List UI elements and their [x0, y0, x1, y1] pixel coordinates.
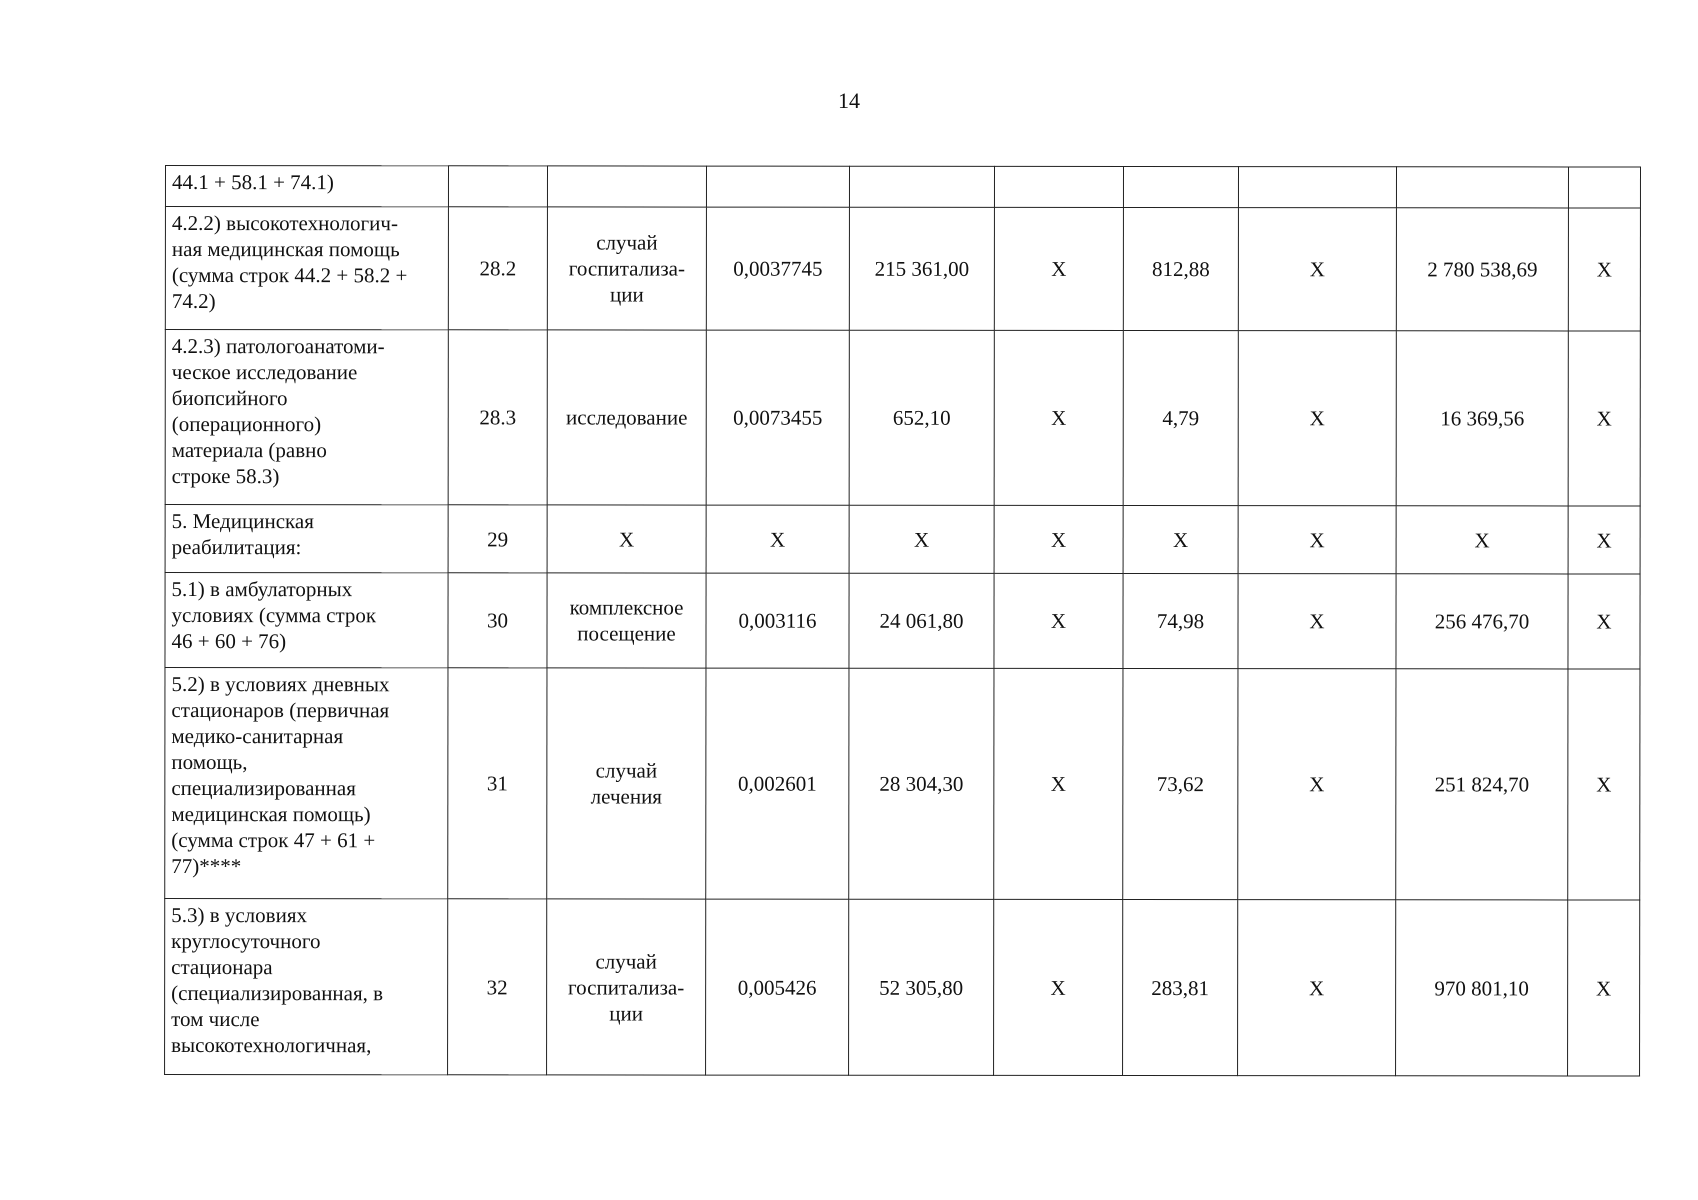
row-c8-cell — [1396, 167, 1568, 208]
row-name-cell — [165, 573, 448, 668]
row-c8-cell: 2 780 538,69 — [1396, 208, 1568, 331]
row-name-line: условиях (сумма строк — [171, 603, 377, 628]
row-name-line: реабилитация: — [171, 535, 302, 560]
row-name-line: медицинская помощь) — [171, 802, 371, 827]
row-name-line: биопсийного — [171, 386, 288, 411]
table-row — [165, 166, 1640, 209]
row-c8-cell: 16 369,56 — [1396, 331, 1568, 506]
row-c3-cell: 0,005426 — [706, 899, 849, 1075]
table-row — [165, 207, 1640, 332]
row-name-line: (специализированная, в — [171, 981, 384, 1006]
row-c3-cell: 0,0037745 — [706, 207, 849, 330]
row-unit-cell — [547, 505, 706, 573]
row-name-cell — [165, 505, 448, 573]
table-row — [165, 899, 1640, 1077]
row-code-cell: 28.3 — [448, 330, 547, 505]
row-name-cell — [165, 330, 448, 505]
row-c4-cell: X — [849, 505, 994, 573]
row-unit-text — [553, 757, 699, 809]
row-c6-cell: 283,81 — [1123, 900, 1238, 1076]
row-name-line: 77)**** — [171, 854, 242, 879]
row-c9-cell: X — [1568, 506, 1640, 574]
row-c5-cell: X — [994, 207, 1123, 330]
row-c9-cell: X — [1568, 574, 1640, 669]
row-unit-line: лечения — [590, 784, 662, 809]
row-name-line: том числе — [171, 1007, 260, 1032]
row-c8-cell: 970 801,10 — [1396, 900, 1568, 1076]
row-c7-cell: X — [1238, 506, 1396, 574]
row-c9-cell: X — [1568, 900, 1640, 1076]
row-name-line: круглосуточного — [171, 929, 321, 954]
row-c7-cell: X — [1238, 331, 1396, 506]
row-unit-cell — [547, 668, 706, 899]
row-c7-cell: X — [1238, 574, 1396, 669]
row-name-line: (сумма строк 44.2 + 58.2 + — [171, 263, 408, 288]
row-unit-line: исследование — [566, 405, 688, 430]
row-code-cell: 30 — [448, 573, 547, 668]
row-c3-cell: 0,003116 — [706, 573, 849, 668]
row-c7-cell — [1238, 167, 1396, 208]
row-c3-cell: 0,0073455 — [706, 330, 849, 505]
row-code-cell — [448, 166, 547, 207]
row-c6-cell: 4,79 — [1123, 331, 1238, 506]
row-unit-cell — [547, 166, 706, 207]
row-c7-cell: X — [1238, 900, 1396, 1076]
row-unit-cell — [547, 573, 706, 668]
row-unit-line: госпитализа- — [568, 974, 685, 1000]
data-table — [164, 165, 1641, 1077]
row-unit-line: случай — [595, 758, 658, 783]
row-unit-text — [554, 526, 700, 552]
row-name-line: 5. Медицинская — [171, 509, 314, 534]
row-name-line: 74.2) — [171, 289, 216, 314]
row-c3-cell — [706, 166, 849, 207]
row-name-line: помощь, — [171, 750, 248, 775]
row-c8-cell: X — [1396, 506, 1568, 574]
table-body — [165, 166, 1641, 1077]
row-name-line: (операционного) — [171, 412, 322, 437]
row-name-line: высокотехнологичная, — [171, 1033, 372, 1058]
row-c6-cell: X — [1123, 506, 1238, 574]
row-code-cell: 29 — [448, 505, 547, 573]
row-c5-cell: X — [994, 573, 1123, 668]
row-unit-line: посещение — [577, 621, 676, 646]
table-row — [165, 573, 1640, 670]
row-name-line: 5.2) в условиях дневных — [171, 672, 390, 697]
row-c9-cell: X — [1568, 208, 1640, 331]
row-c8-cell: 256 476,70 — [1396, 574, 1568, 669]
row-code-cell: 32 — [448, 899, 547, 1075]
row-c4-cell: 52 305,80 — [849, 899, 994, 1075]
row-name-line: стационара — [171, 955, 273, 980]
row-name-cell — [165, 899, 448, 1075]
page-number: 14 — [838, 88, 860, 113]
row-unit-cell — [547, 330, 706, 505]
row-name-line: 4.2.2) высокотехнологич- — [171, 211, 398, 236]
table-row — [165, 668, 1640, 901]
row-c7-cell: X — [1238, 208, 1396, 331]
row-name-line: ческое исследование — [171, 360, 358, 385]
row-name-line: (сумма строк 47 + 61 + — [171, 828, 376, 853]
row-name-line: 4.2.3) патологоанатоми- — [171, 334, 385, 359]
row-unit-text — [553, 948, 699, 1026]
row-name-cell — [165, 207, 448, 330]
row-c5-cell: X — [994, 668, 1123, 899]
row-c4-cell — [849, 166, 994, 207]
row-c6-cell: 812,88 — [1123, 208, 1238, 331]
row-c4-cell: 28 304,30 — [849, 668, 994, 899]
row-unit-line: ции — [609, 1000, 643, 1026]
row-unit-line: случай — [596, 230, 658, 255]
row-unit-line: госпитализа- — [568, 256, 685, 281]
row-c3-cell: 0,002601 — [706, 668, 849, 899]
row-unit-cell — [547, 899, 706, 1075]
row-name-cell — [165, 668, 448, 899]
row-code-cell: 31 — [448, 668, 547, 899]
row-c5-cell: X — [994, 505, 1123, 573]
row-unit-line: ции — [609, 282, 644, 307]
table-row — [165, 505, 1640, 575]
row-c5-cell — [994, 166, 1123, 207]
row-c4-cell: 215 361,00 — [849, 207, 994, 330]
row-unit-text — [553, 594, 699, 646]
row-unit-cell — [547, 207, 706, 330]
row-name-line: 44.1 + 58.1 + 74.1) — [171, 170, 334, 195]
row-unit-text — [554, 229, 700, 307]
row-c9-cell: X — [1568, 669, 1640, 900]
row-code-cell: 28.2 — [448, 207, 547, 330]
row-name-line: материала (равно — [171, 438, 327, 463]
row-name-line: специализированная — [171, 776, 356, 801]
row-c6-cell — [1123, 167, 1238, 208]
row-c9-cell: X — [1568, 331, 1640, 506]
row-c5-cell: X — [994, 330, 1123, 505]
row-unit-line: X — [619, 526, 635, 551]
row-c4-cell: 652,10 — [849, 330, 994, 505]
row-name-cell — [165, 166, 448, 207]
row-name-line: 5.3) в условиях — [171, 903, 308, 928]
row-name-line: медико-санитарная — [171, 724, 344, 749]
row-c6-cell: 73,62 — [1123, 669, 1238, 900]
row-c5-cell: X — [994, 899, 1123, 1075]
row-c6-cell: 74,98 — [1123, 574, 1238, 669]
row-c3-cell: X — [706, 505, 849, 573]
row-name-line: ная медицинская помощь — [171, 237, 400, 262]
row-c7-cell: X — [1238, 669, 1396, 900]
row-name-line: 46 + 60 + 76) — [171, 629, 287, 654]
row-c9-cell — [1568, 167, 1640, 208]
row-unit-line: случай — [595, 948, 657, 974]
row-name-line: стационаров (первичная — [171, 698, 390, 723]
row-unit-line: комплексное — [569, 595, 684, 620]
row-c4-cell: 24 061,80 — [849, 573, 994, 668]
row-c8-cell: 251 824,70 — [1396, 669, 1568, 900]
row-name-line: строке 58.3) — [171, 464, 280, 489]
row-unit-text — [554, 404, 700, 430]
table-row — [165, 330, 1640, 507]
row-name-line: 5.1) в амбулаторных — [171, 577, 353, 602]
